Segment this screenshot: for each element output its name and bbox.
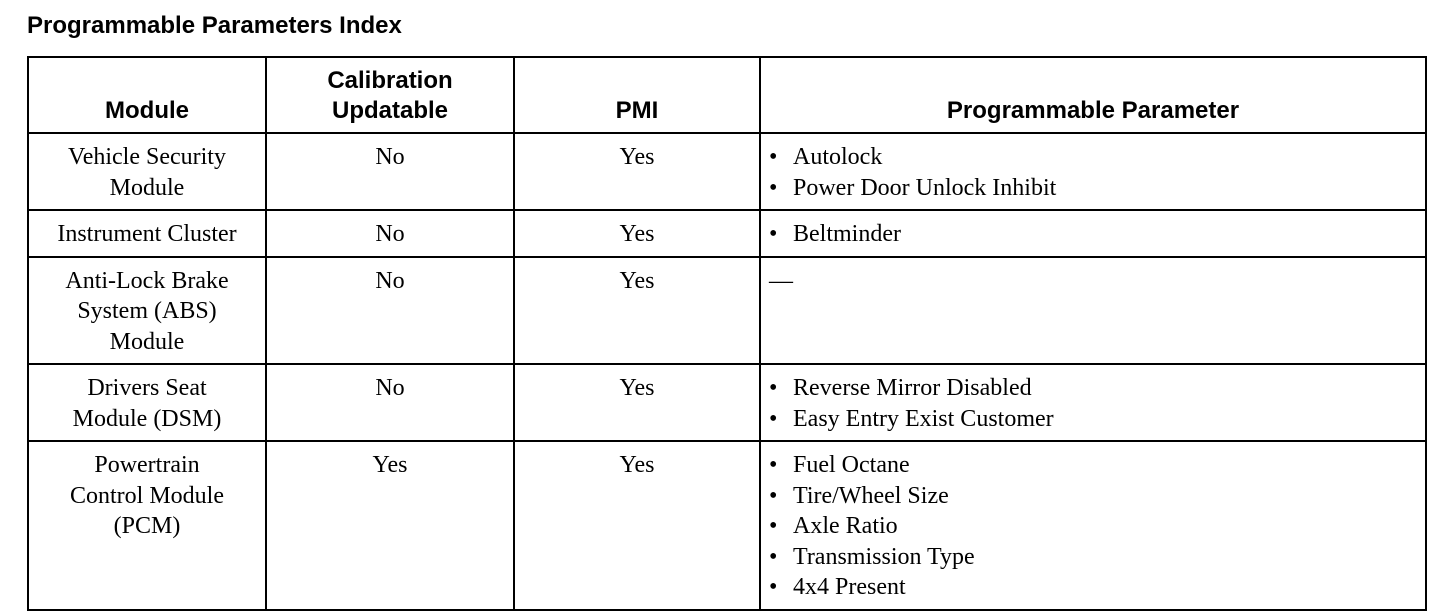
no-parameters-dash: — [769, 267, 793, 294]
programmable-parameter-cell [760, 210, 1426, 257]
calibration-updatable-cell: No [266, 133, 514, 210]
calibration-updatable-cell: No [266, 210, 514, 257]
parameter-item: • Autolock [769, 142, 1417, 173]
module-name-line: System (ABS) [77, 298, 217, 324]
page-title: Programmable Parameters Index [27, 12, 402, 39]
pmi-cell: Yes [514, 364, 760, 441]
parameter-item: • Easy Entry Exist Customer [769, 404, 1417, 435]
module-name-line: Module (DSM) [72, 405, 222, 432]
table-header-row [28, 57, 1426, 133]
module-name-line: Powertrain [94, 452, 200, 478]
pmi-cell: Yes [514, 133, 760, 210]
parameter-item: • Axle Ratio [769, 511, 1417, 542]
parameter-item: • Transmission Type [769, 542, 1417, 573]
table-row [28, 210, 1426, 257]
module-name-line: Control Module [70, 482, 224, 509]
table-row [28, 441, 1426, 610]
module-name-line: Vehicle Security [68, 144, 226, 170]
module-name-line: (PCM) [113, 513, 181, 539]
parameter-list [769, 142, 1417, 203]
header-calibration-updatable [266, 57, 514, 133]
module-cell [28, 257, 266, 365]
pmi-cell: Yes [514, 210, 760, 257]
table-row [28, 364, 1426, 441]
parameter-item: • Fuel Octane [769, 450, 1417, 481]
module-name-line: Drivers Seat [87, 375, 207, 401]
header-module: Module [28, 57, 266, 133]
parameter-item: • Tire/Wheel Size [769, 481, 1417, 512]
header-calibration-line1: Calibration [327, 67, 453, 94]
module-name-line: Instrument Cluster [57, 221, 237, 247]
table-row [28, 133, 1426, 210]
module-cell [28, 441, 266, 610]
parameter-item: • 4x4 Present [769, 572, 1417, 603]
pmi-cell: Yes [514, 257, 760, 365]
module-cell [28, 364, 266, 441]
parameter-item: • Reverse Mirror Disabled [769, 373, 1417, 404]
module-cell [28, 133, 266, 210]
module-name-line: Module [109, 174, 185, 201]
programmable-parameter-cell [760, 257, 1426, 365]
programmable-parameters-table [27, 56, 1427, 611]
pmi-cell: Yes [514, 441, 760, 610]
header-calibration-line2: Updatable [331, 97, 448, 124]
programmable-parameter-cell [760, 133, 1426, 210]
parameter-item: • Power Door Unlock Inhibit [769, 173, 1417, 204]
table-row [28, 257, 1426, 365]
header-pmi: PMI [514, 57, 760, 133]
programmable-parameter-cell [760, 364, 1426, 441]
parameter-list [769, 219, 1417, 250]
parameter-list [769, 450, 1417, 603]
calibration-updatable-cell: Yes [266, 441, 514, 610]
calibration-updatable-cell: No [266, 364, 514, 441]
programmable-parameter-cell [760, 441, 1426, 610]
calibration-updatable-cell: No [266, 257, 514, 365]
module-name-line: Module [109, 328, 185, 355]
parameter-list [769, 373, 1417, 434]
module-cell [28, 210, 266, 257]
parameter-item: • Beltminder [769, 219, 1417, 250]
header-programmable-parameter: Programmable Parameter [760, 57, 1426, 133]
module-name-line: Anti-Lock Brake [65, 267, 229, 294]
